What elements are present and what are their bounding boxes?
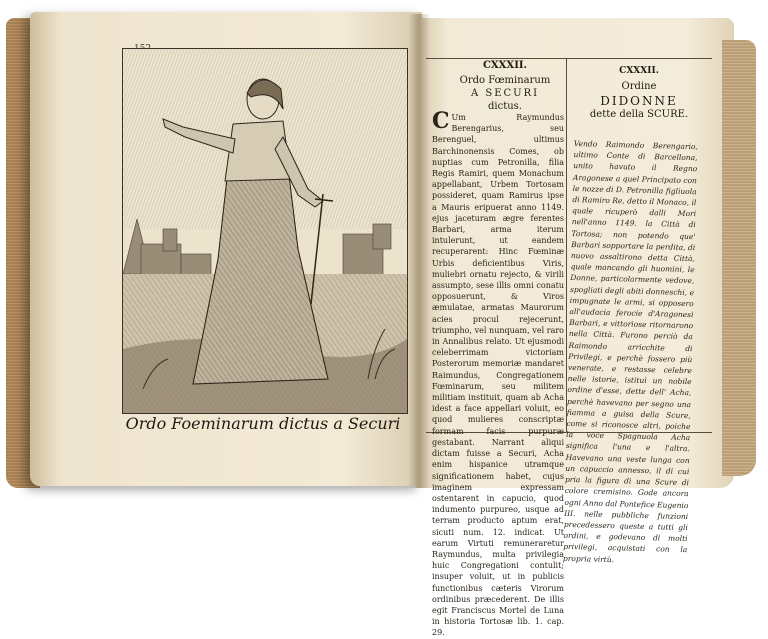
latin-body-text: Um Raymundus Berengarius, seu Berenguel, ultimus Barchinonensis Comes, ob nuptias cum Petronilla, filia Regis Ramiri, quem Monachum appellabant, Urbem Tortosam possideret, quam Ramirus ipse a Mauris eripuerat anno 1149. ejus jaceturam ægre ferentes Barbari, arma iterum intulerunt, ut eandem recuperarent: Hinc Fœminæ Urbis deficientibus Viris, muliebri ornatu rejecto, & virili assumpto, sese illis omni conatu opposuerunt, & Viros æmulatae, armatas Maurorum acies procul rejecerunt, triumpho, vel nunquam, vel raro in Annalibus relato. Ut ejusmodi celeberrimam victoriam Posterorum memoriæ mandaret Raimundus, Congregationem Fœminarum, seu militem militiam instituit, quam ab Acha idest a face appellari voluit, eo quod mulieres conscriptæ formam facis purpuræ gestabant. Narrant aliqui dictam fuisse a Securi, Acha enim hispanice utramque significationem habet, cujus imaginem expressam ostentarent in capucio, quod indumento purpureo, usque ad terram producto aptum erat, sicuti num. 12. indicat. Ut earum Virtuti remuneraretur Raymundus, multa privilegia huic Congregationi contulit; insuper voluit, ut in publicis functionibus cæteris Virorum ordinibus præcederent. De illis egit Franciscus Mortel de Luna in historia Tortosæ lib. 1. cap. 29. (432, 113, 564, 638)
engraving-woman-with-sword (123, 49, 407, 413)
latin-title (430, 74, 580, 113)
italian-chapter-number: CXXXII. (619, 66, 659, 76)
latin-title-line1: Ordo Fœminarum (459, 75, 551, 86)
right-page-edges (722, 40, 756, 476)
latin-chapter-number: CXXXII. (482, 60, 528, 71)
italian-title-line2: DIDONNE (600, 94, 678, 108)
engraving-illustration (122, 48, 408, 414)
latin-title-line2: A SECURI (470, 88, 540, 99)
latin-title-line3: dictus. (488, 101, 522, 112)
engraving-caption: Ordo Foeminarum dictus a Securi (125, 414, 401, 433)
latin-dropcap: C (432, 108, 450, 134)
italian-body-text: Vendo Raimondo Berengario, ultimo Conte di Barcellona, unito havuto il Regno Aragonese a quel Principato con le nozze di D. Petronilla figliuola di Ramiro Re, detto il Monaco, il quale ricuperò dalli Mori nell'anno 1149. la Città di Tortosa; non potendo que' Barbari sopportare la perdita, di nuovo assaltirono detta Città, quale mancando gli huomini, le Donne, particolarmente vedove, spogliati degli abiti donneschi, e impugnate le armi, si opposero all'audacia ferocie d'Aragonesi Barbari, e vittoriose ritornarono nella Città. Furono perciò da Raimondo arricchite di Privilegi, e perchè fossero più venerate, e restasse celebre nelle istorie, istituì un nobile ordine d'esse, dette dell' Acha, perchè havevano per segno una fiamma a guisa della Scure, come si riconosce altri, poiche la voce Spagnuola Acha significa l'una e l'altra. Havevano una veste lunga con un capuccio annesso, il di cui pria la figura di una Scure di colore cremisino. Gode ancora ogni Anno dal Pontefice Eugenio III. nelle pubbliche funzioni precedessero queste a tutti gli ordini, e godevano di molti privilegi, acquistati con la propria virtù. (562, 138, 698, 564)
italian-title (574, 80, 704, 122)
italian-title-line1: Ordine (621, 81, 657, 92)
italian-title-line3: dette della SCURE. (589, 109, 689, 120)
book-gutter (408, 14, 430, 488)
latin-body (432, 108, 564, 639)
top-rule (426, 58, 712, 59)
